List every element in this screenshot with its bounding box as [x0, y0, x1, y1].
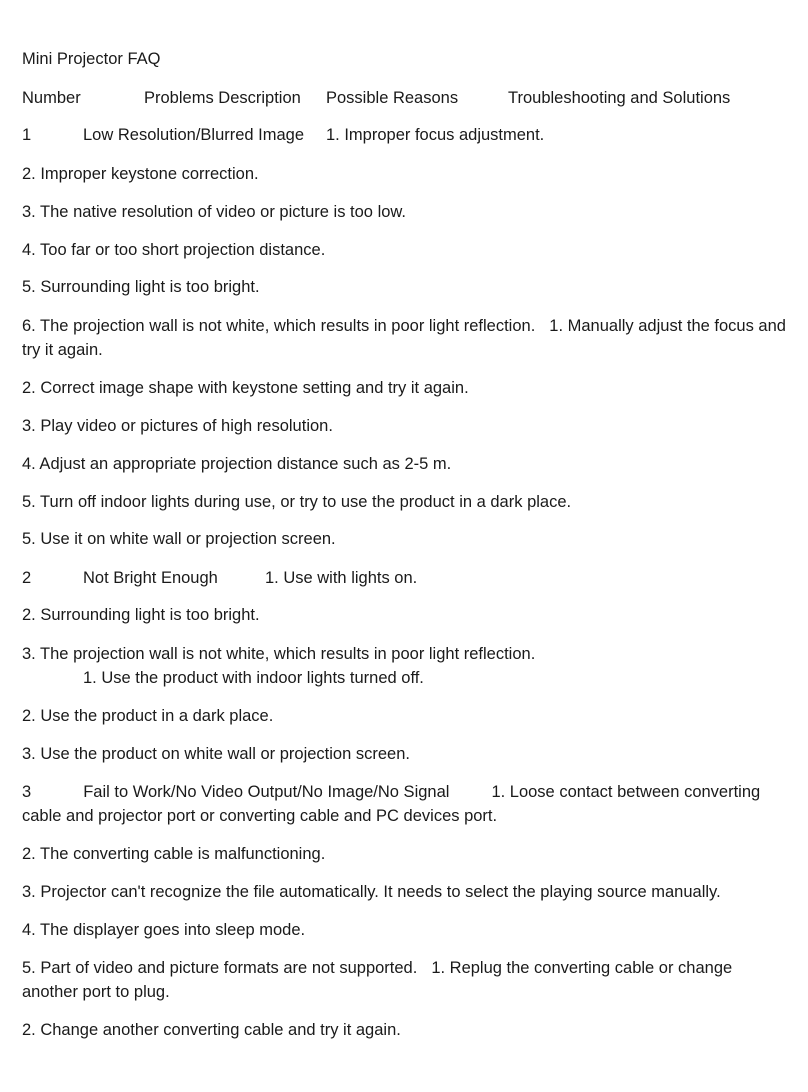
solution-item: 2. Change another converting cable and try it again.: [22, 1021, 401, 1039]
solution-item: 2. Correct image shape with keystone setting and try it again.: [22, 379, 469, 397]
solution-item: 1. Replug the converting cable or change another port to plug.: [22, 959, 733, 1001]
solution-item: 2. Use the product in a dark place.: [22, 707, 274, 725]
solution-item: 1. Use the product with indoor lights turned off.: [83, 669, 424, 687]
problem-description: Fail to Work/No Video Output/No Image/No Signal: [83, 783, 450, 801]
solution-item: 1. Manually adjust the focus and try it again.: [22, 317, 786, 359]
reason-item: 2. The converting cable is malfunctioning.: [22, 845, 326, 863]
faq-row-3-start: [22, 780, 792, 828]
row-number: 3: [22, 783, 32, 801]
header-number: Number: [22, 89, 81, 107]
row-number: 1: [22, 126, 32, 144]
reason-solution-line: [22, 956, 792, 1004]
reason-item: 4. Too far or too short projection distance.: [22, 241, 326, 259]
reason-item: 4. The displayer goes into sleep mode.: [22, 921, 306, 939]
header-reasons: Possible Reasons: [326, 89, 459, 107]
reason-item: 1. Use with lights on.: [265, 569, 418, 587]
solution-item: 3. Use the product on white wall or projection screen.: [22, 745, 410, 763]
reason-solution-line: [22, 314, 792, 362]
reason-item: 3. The native resolution of video or picture is too low.: [22, 203, 406, 221]
solution-item: 4. Adjust an appropriate projection distance such as 2-5 m.: [22, 455, 452, 473]
row-number: 2: [22, 569, 32, 587]
page-title: Mini Projector FAQ: [22, 50, 161, 68]
header-solutions: Troubleshooting and Solutions: [508, 89, 731, 107]
reason-item: 3. The projection wall is not white, which results in poor light reflection.: [22, 645, 536, 663]
reason-item: 5. Part of video and picture formats are not supported.: [22, 959, 418, 977]
solution-item: 5. Turn off indoor lights during use, or try to use the product in a dark place.: [22, 493, 572, 511]
reason-item: 5. Surrounding light is too bright.: [22, 278, 260, 296]
problem-description: Not Bright Enough: [83, 569, 218, 587]
solution-item: 3. Play video or pictures of high resolution.: [22, 417, 333, 435]
reason-item: 3. Projector can't recognize the file automatically. It needs to select the playing source manually.: [22, 883, 721, 901]
header-problems: Problems Description: [144, 89, 301, 107]
reason-item: 6. The projection wall is not white, which results in poor light reflection.: [22, 317, 536, 335]
reason-item: 1. Loose contact between converting cable and projector port or converting cable and PC devices port.: [22, 783, 761, 825]
solution-item: 5. Use it on white wall or projection screen.: [22, 530, 336, 548]
problem-description: Low Resolution/Blurred Image: [83, 126, 305, 144]
reason-item: 1. Improper focus adjustment.: [326, 126, 545, 144]
reason-item: 2. Improper keystone correction.: [22, 165, 259, 183]
reason-item: 2. Surrounding light is too bright.: [22, 606, 260, 624]
